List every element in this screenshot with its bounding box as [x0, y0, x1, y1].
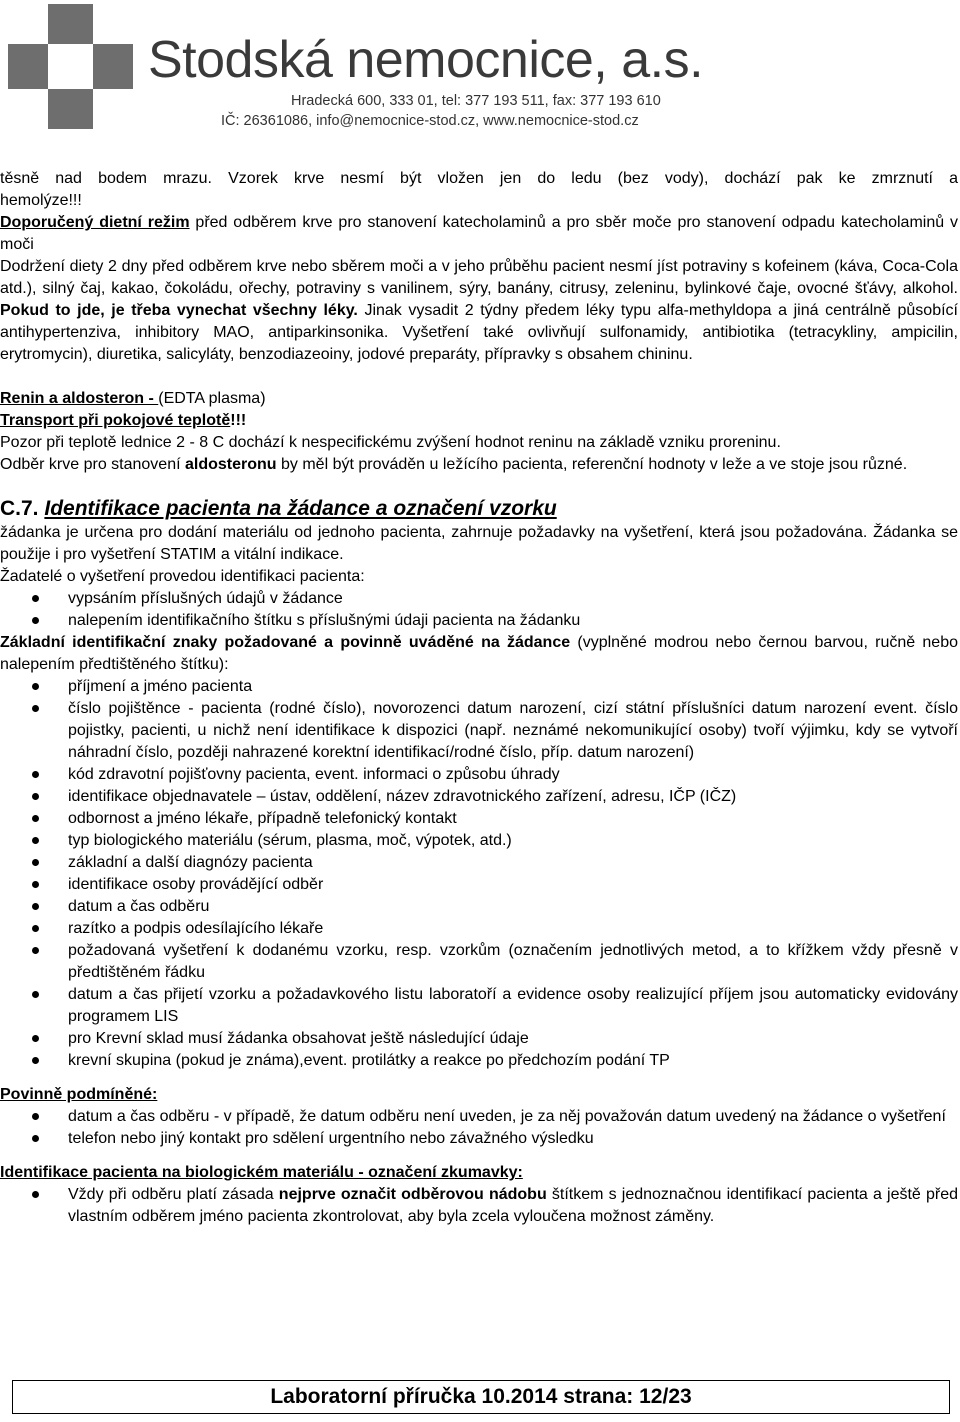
renin-line-2-b: aldosteronu	[184, 456, 277, 473]
list-item: odbornost a jméno lékaře, případně telefonický kontakt	[0, 808, 958, 830]
list-item: nalepením identifikačního štítku s příslušnými údaji pacienta na žádanku	[0, 610, 958, 632]
bullet-icon	[32, 991, 39, 998]
bullet-icon	[32, 683, 39, 690]
renin-title-rest: (EDTA plasma)	[158, 390, 266, 407]
list-item: telefon nebo jiný kontakt pro sdělení urgentního nebo závažného výsledku	[0, 1128, 958, 1150]
diet-title-rest: před odběrem krve pro stanovení katecholaminů a pro sběr moče pro stanovení odpadu katecholaminů v moči	[0, 214, 958, 253]
company-name: Stodská nemocnice, a.s.	[148, 31, 704, 89]
bullet-icon	[32, 925, 39, 932]
section-paragraph-1: žádanka je určena pro dodání materiálu od jednoho pacienta, zahrnuje požadavky na vyšetření, která jsou požadována. Žádanka se použije i pro vyšetření STATIM a vitální indikace.	[0, 524, 958, 563]
list-item: číslo pojištěnce - pacienta (rodné číslo), novorozenci datum narození, cizí státní příslušníci datum narození event. číslo pojistky, pacienti, u nichž není identifikace k dispozici (např. neznámé nekomunikující osoby) tvoří výjimku, kdy se vytvoří náhradní číslo, později nahrazené korektní identifikací/rodné číslo, příp. datum narození)	[0, 698, 958, 764]
renin-line-2	[0, 454, 958, 476]
bullet-icon	[32, 859, 39, 866]
bullet-icon	[32, 1191, 39, 1198]
renin-line-2-a: Odběr krve pro stanovení	[0, 456, 185, 473]
bullet-icon	[32, 1113, 39, 1120]
renin-line-2-c: by měl být prováděn u ležícího pacienta, referenční hodnoty v leže a ve stoje jsou různé.	[276, 456, 908, 473]
paragraph-hemolysis: hemolýze!!!	[0, 192, 82, 209]
renin-heading	[0, 388, 958, 410]
list-item: datum a čas odběru - v případě, že datum odběru není uveden, je za něj považován datum uvedený na žádance o vyšetření	[0, 1106, 958, 1128]
list-item: datum a čas odběru	[0, 896, 958, 918]
list-item: příjmení a jméno pacienta	[0, 676, 958, 698]
sample-heading	[0, 1162, 958, 1184]
diet-title: Doporučený dietní režim	[0, 214, 190, 231]
section-heading	[0, 496, 958, 522]
diet-text-2: Jinak vysadit 2 týdny předem léky typu alfa-methyldopa a jiná centrálně působící antihypertenziva, inhibitory MAO, antiparkinsonika. Vyšetření také ovlivňují sulfonamidy, antibiotika (tetracykliny, ampicilin, erytromycin), diuretika, salicyláty, benzodiazeoiny, jodové preparáty, přípravky s obsahem chininu.	[0, 302, 958, 363]
section-number: C.7.	[0, 497, 39, 520]
diet-paragraph	[0, 256, 958, 366]
list-item: datum a čas přijetí vzorku a požadavkového listu laboratoří a evidence osoby realizující příjem jsou automaticky evidovány programem LIS	[0, 984, 958, 1028]
list-basic-signs	[0, 676, 958, 1072]
section-paragraph-2: Žadatelé o vyšetření provedou identifikaci pacienta:	[0, 568, 365, 585]
list-item: krevní skupina (pokud je známa),event. protilátky a reakce po předchozím podání TP	[0, 1050, 958, 1072]
hospital-cross-logo-icon	[8, 4, 133, 129]
bullet-icon	[32, 705, 39, 712]
list-item: razítko a podpis odesílajícího lékaře	[0, 918, 958, 940]
conditional-title: Povinně podmíněné:	[0, 1086, 158, 1103]
list-item: kód zdravotní pojišťovny pacienta, event. informaci o způsobu úhrady	[0, 764, 958, 786]
bullet-icon	[32, 771, 39, 778]
page-footer	[12, 1380, 950, 1414]
section-title: Identifikace pacienta na žádance a označení vzorku	[44, 497, 557, 520]
conditional-heading	[0, 1084, 958, 1106]
list-conditional	[0, 1106, 958, 1150]
basic-signs-rest: (vyplněné modrou nebo černou barvou, ručně nebo nalepením předtištěného štítku):	[0, 634, 958, 673]
renin-line-1: Pozor při teplotě lednice 2 - 8 C dochází k nespecifickému zvýšení hodnot reninu na základě vzniku proreninu.	[0, 434, 781, 451]
footer-text: Laboratorní příručka 10.2014 strana: 12/23	[270, 1385, 692, 1408]
company-contact: IČ: 26361086, info@nemocnice-stod.cz, www.nemocnice-stod.cz	[221, 113, 639, 129]
bullet-icon	[32, 881, 39, 888]
list-item: identifikace objednavatele – ústav, oddělení, název zdravotnického zařízení, adresu, IČP (IČZ)	[0, 786, 958, 808]
company-address: Hradecká 600, 333 01, tel: 377 193 511, fax: 377 193 610	[291, 93, 661, 109]
bullet-icon	[32, 1135, 39, 1142]
page-header	[0, 0, 960, 140]
diet-text-1: Dodržení diety 2 dny před odběrem krve nebo sběrem moči a v jeho průběhu pacient nesmí jíst potraviny s kofeinem (káva, Coca-Cola atd.), silný čaj, kakao, čokoládu, ořechy, potraviny s vanilinem, sýry, banány, citrusy, zeleninu, bylinkové čaje, ovocné šťávy, alkohol.	[0, 258, 958, 297]
list-sample-labeling	[0, 1184, 958, 1228]
bullet-icon	[32, 903, 39, 910]
renin-transport	[0, 410, 958, 432]
bullet-icon	[32, 837, 39, 844]
bullet-icon	[32, 815, 39, 822]
bullet-icon	[32, 595, 39, 602]
list-item: základní a další diagnózy pacienta	[0, 852, 958, 874]
bullet-icon	[32, 793, 39, 800]
bullet-icon	[32, 1057, 39, 1064]
renin-transport-rest: !!!	[230, 412, 247, 429]
document-body	[0, 168, 958, 1228]
list-identification-methods	[0, 588, 958, 632]
list-item: požadovaná vyšetření k dodanému vzorku, resp. vzorkům (označením jednotlivých metod, a to křížkem vždy přesně v předtištěném řádku	[0, 940, 958, 984]
list-item: identifikace osoby provádějící odběr	[0, 874, 958, 896]
paragraph-frost-warning: těsně nad bodem mrazu. Vzorek krve nesmí být vložen jen do ledu (bez vody), dochází pak ke zmrznutí a	[0, 170, 958, 187]
renin-title: Renin a aldosteron -	[0, 390, 159, 407]
renin-transport-title: Transport při pokojové teplotě	[0, 412, 231, 429]
diet-heading	[0, 212, 958, 256]
list-item: vypsáním příslušných údajů v žádance	[0, 588, 958, 610]
diet-text-bold: Pokud to jde, je třeba vynechat všechny léky.	[0, 302, 358, 319]
bullet-icon	[32, 947, 39, 954]
list-item: typ biologického materiálu (sérum, plasma, moč, výpotek, atd.)	[0, 830, 958, 852]
sample-title: Identifikace pacienta na biologickém materiálu - označení zkumavky:	[0, 1164, 523, 1181]
bullet-icon	[32, 1035, 39, 1042]
bullet-icon	[32, 617, 39, 624]
basic-signs-title: Základní identifikační znaky požadované a povinně uváděné na žádance	[0, 634, 571, 651]
list-item: pro Krevní sklad musí žádanka obsahovat ještě následující údaje	[0, 1028, 958, 1050]
list-item: Vždy při odběru platí zásada nejprve označit odběrovou nádobu štítkem s jednoznačnou identifikací pacienta a ještě před vlastním odběrem jméno pacienta zkontrolovat, aby byla zcela vyloučena možnost záměny.	[0, 1184, 958, 1228]
basic-signs-paragraph	[0, 632, 958, 676]
